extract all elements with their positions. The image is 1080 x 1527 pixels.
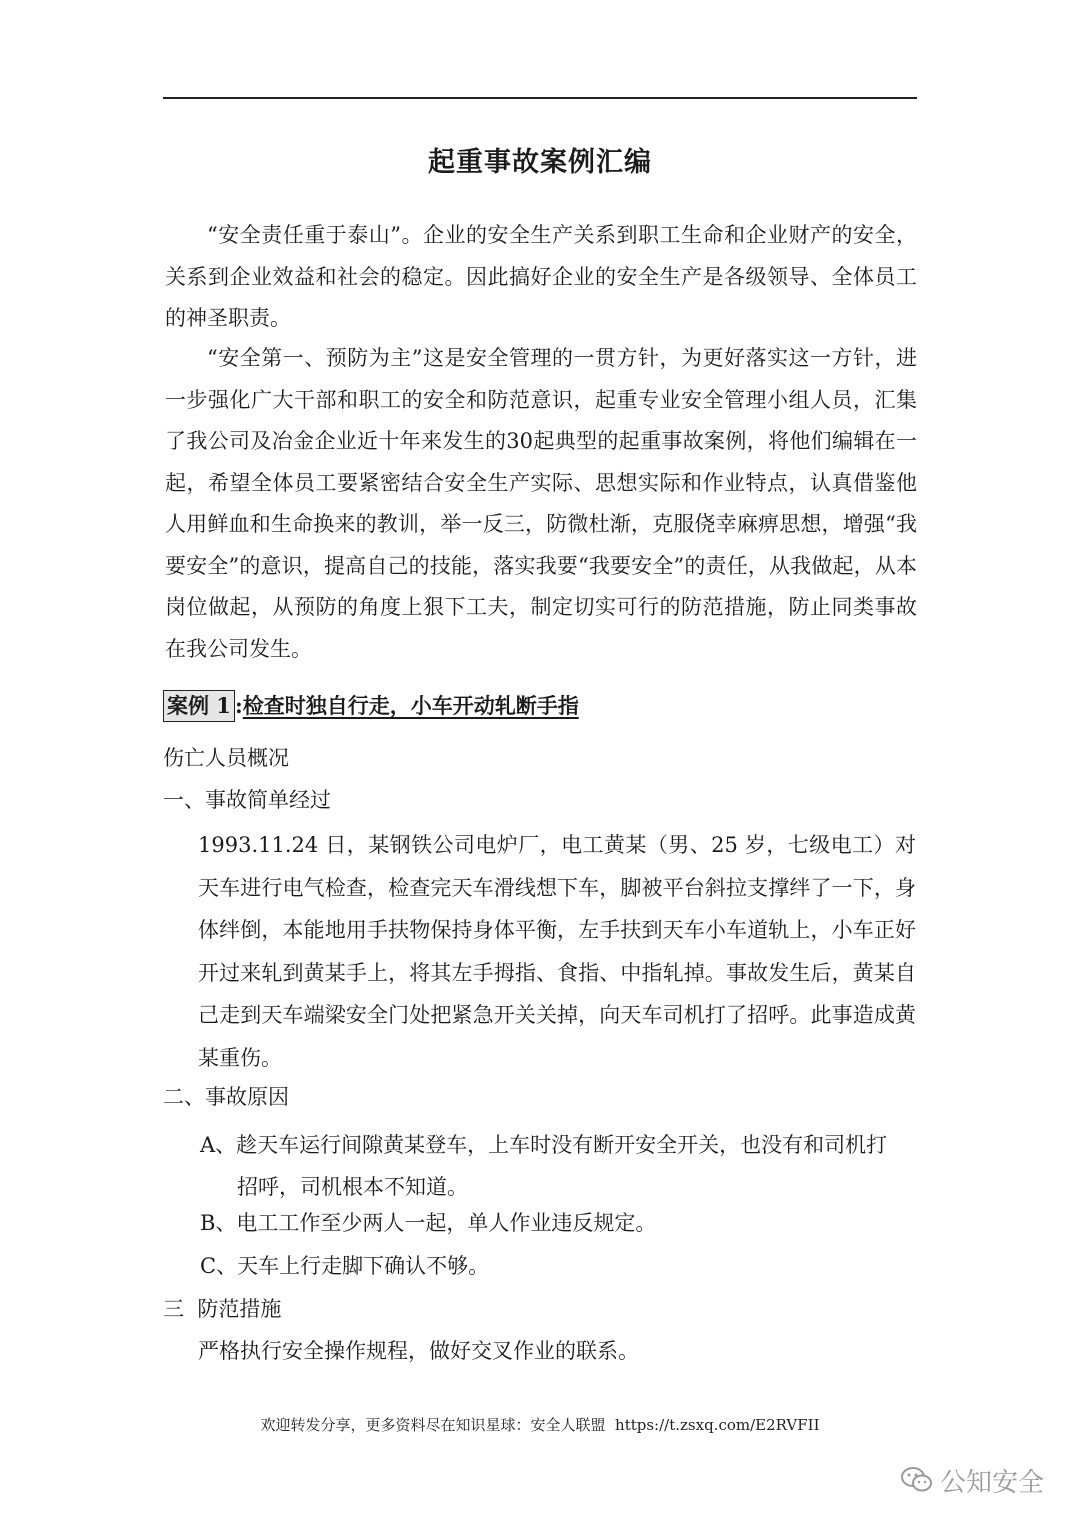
case-heading [163,690,579,722]
intro-paragraph-2-text: “安全第一、预防为主”这是安全管理的一贯方针，为更好落实这一方针，进一步强化广大干部和职工的安全和防范意识，起重专业安全管理小组人员，汇集了我公司及冶金企业近十年来发生的30起典型的起重事故案例，将他们编辑在一起，希望全体员工要紧密结合安全生产实际、思想实际和作业特点，认真借鉴他人用鲜血和生命换来的教训，举一反三，防微杜渐，克服侥幸麻痹思想，增强“我要安全”的意识，提高自己的技能，落实我要“我要安全”的责任，从我做起，从本岗位做起，从预防的角度上狠下工夫，制定切实可行的防范措施，防止同类事故在我公司发生。 [165,346,917,661]
case-title: 检查时独自行走，小车开动轧断手指 [242,693,579,718]
header-rule [163,97,917,99]
section-1-heading: 一、事故简单经过 [163,788,331,812]
intro-paragraph-1-text: “安全责任重于泰山”。企业的安全生产关系到职工生命和企业财产的安全，关系到企业效益和社会的稳定。因此搞好企业的安全生产是各级领导、全体员工的神圣职责。 [165,223,917,330]
document-title: 起重事故案例汇编 [428,147,652,178]
cause-a-line-2: 招呼，司机根本不知道。 [237,1175,468,1199]
cause-a-line-1: A、趁天车运行间隙黄某登车，上车时没有断开安全开关，也没有和司机打 [200,1133,888,1157]
cause-a [200,1124,916,1208]
section-2-heading: 二、事故原因 [163,1085,289,1109]
wechat-icon [900,1465,934,1495]
casualty-heading: 伤亡人员概况 [163,746,289,770]
section-1-body: 1993.11.24 日，某钢铁公司电炉厂，电工黄某（男、25 岁，七级电工）对天车进行电气检查，检查完天车滑线想下车，脚被平台斜拉支撑绊了一下，身体绊倒，本能地用手扶物保持身体平衡，左手扶到天车小车道轨上，小车正好开过来轧到黄某手上，将其左手拇指、食指、中指轧掉。事故发生后，黄某自己走到天车端梁安全门处把紧急开关关掉，向天车司机打了招呼。此事造成黄某重伤。 [198,833,916,1070]
case-separator: : [234,693,243,718]
watermark-text: 公知安全 [940,1467,1045,1498]
section-3-heading: 三 防范措施 [163,1297,282,1321]
intro-paragraph-2 [165,338,917,670]
footer-text: 欢迎转发分享，更多资料尽在知识星球：安全人联盟 https://t.zsxq.com/E2RVFII [260,1416,820,1434]
intro-paragraph-1 [165,215,917,340]
cause-c: C、天车上行走脚下确认不够。 [200,1254,490,1278]
cause-b: B、电工工作至少两人一起，单人作业违反规定。 [200,1211,657,1235]
case-label: 案例 1 [163,690,235,722]
section-3-body: 严格执行安全操作规程，做好交叉作业的联系。 [198,1339,639,1363]
watermark [900,1462,1044,1498]
